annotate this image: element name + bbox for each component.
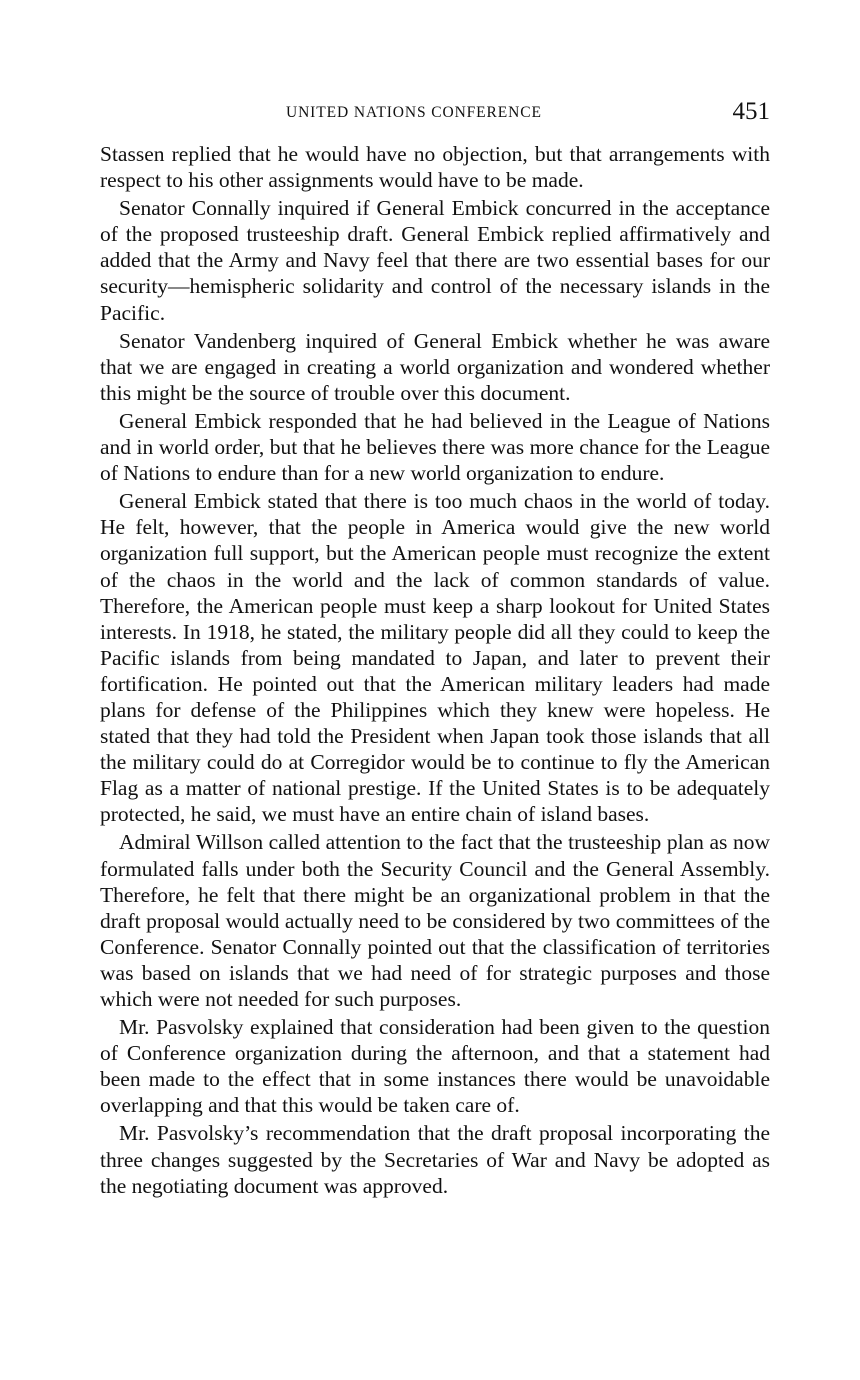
running-head-title: UNITED NATIONS CONFERENCE bbox=[286, 104, 542, 121]
paragraph: General Embick stated that there is too much chaos in the world of today. He felt, however, that the people in America would give the new world organization full support, but the American people must recognize the extent of the chaos in the world and the lack of common standards of value. Therefore, the American people must keep a sharp lookout for United States interests. In 1918, he stated, the military people did all they could to keep the Pacific islands from being mandated to Japan, and later to prevent their fortification. He pointed out that the American military leaders had made plans for defense of the Philippines which they knew were hopeless. He stated that they had told the President when Japan took those islands that all the military could do at Corregidor would be to continue to fly the American Flag as a matter of national prestige. If the United States is to be adequately protected, he said, we must have an entire chain of island bases. bbox=[100, 489, 770, 827]
paragraph: Senator Connally inquired if General Embick concurred in the acceptance of the proposed trusteeship draft. General Embick replied affirmatively and added that the Army and Navy feel that there are two essential bases for our security—hemispheric solidarity and control of the necessary islands in the Pacific. bbox=[100, 196, 770, 325]
running-head bbox=[100, 98, 770, 128]
paragraph: General Embick responded that he had believed in the League of Nations and in world order, but that he believes there was more chance for the League of Nations to endure than for a new world organization to endure. bbox=[100, 408, 770, 486]
paragraph: Stassen replied that he would have no objection, but that arrangements with respect to his other assignments would have to be made. bbox=[100, 142, 770, 193]
paragraph: Mr. Pasvolsky explained that consideration had been given to the question of Conference organization during the afternoon, and that a statement had been made to the effect that in some instances there would be unavoidable overlapping and that this would be taken care of. bbox=[100, 1015, 770, 1118]
paragraph: Senator Vandenberg inquired of General Embick whether he was aware that we are engaged in creating a world organization and wondered whether this might be the source of trouble over this document. bbox=[100, 328, 770, 405]
body-text bbox=[100, 141, 770, 1201]
paragraph: Mr. Pasvolsky’s recommendation that the draft proposal incorporating the three changes suggested by the Secretaries of War and Navy be adopted as the negotiating document was approved. bbox=[100, 1121, 770, 1198]
page-number: 451 bbox=[732, 98, 770, 125]
paragraph: Admiral Willson called attention to the fact that the trusteeship plan as now formulated falls under both the Security Council and the General Assembly. Therefore, he felt that there might be an organizational problem in that the draft proposal would actually need to be considered by two committees of the Conference. Senator Connally pointed out that the classification of territories was based on islands that we had need of for strategic purposes and those which were not needed for such purposes. bbox=[100, 830, 770, 1011]
